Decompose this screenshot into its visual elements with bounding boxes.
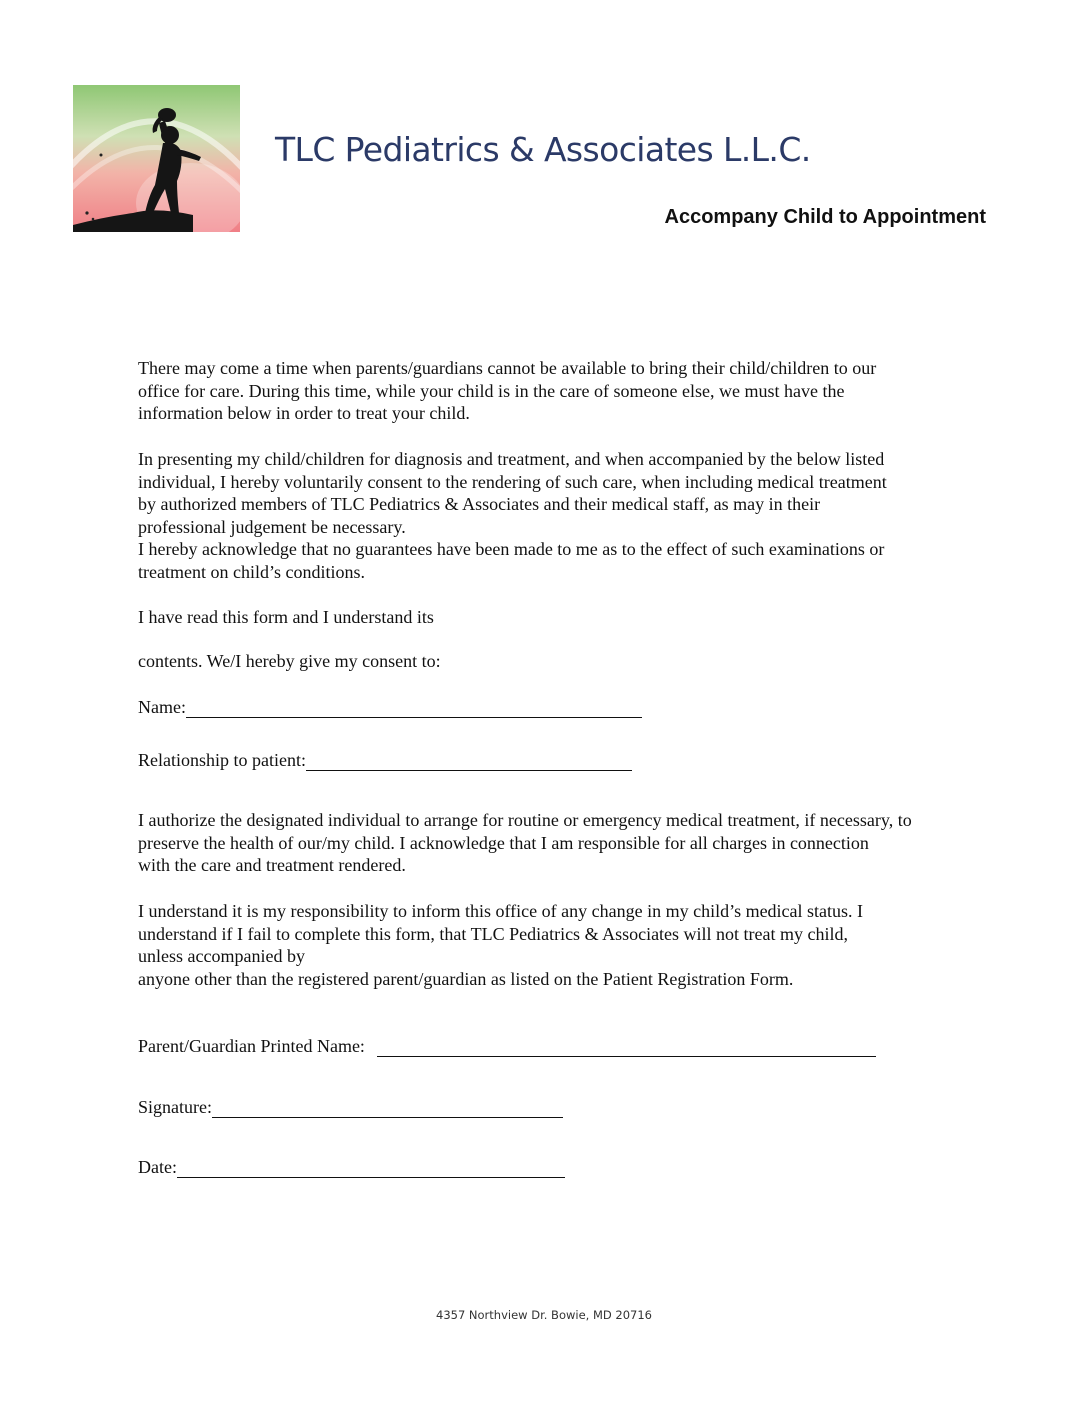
text-line: preserve the health of our/my child. I acknowledge that I am responsible for all charges in connection xyxy=(138,832,869,853)
form-title: Accompany Child to Appointment xyxy=(664,206,986,228)
text-line: professional judgement be necessary. xyxy=(138,516,406,537)
printed-name-label: Parent/Guardian Printed Name: xyxy=(138,1036,365,1056)
text-line: In presenting my child/children for diagnosis and treatment, and when accompanied by the below listed xyxy=(138,449,885,469)
text-line: office for care. During this time, while your child is in the care of someone else, we must have the xyxy=(138,380,845,401)
text-line: understand if I fail to complete this form, that TLC Pediatrics & Associates will not treat my child, xyxy=(138,923,849,944)
relationship-field xyxy=(138,749,632,771)
name-label: Name: xyxy=(138,697,186,717)
date-label: Date: xyxy=(138,1157,177,1177)
read-statement xyxy=(138,606,988,629)
signature-input[interactable] xyxy=(212,1099,563,1118)
clinic-logo xyxy=(73,85,240,232)
text-line: There may come a time when parents/guardians cannot be available to bring their child/children to our xyxy=(138,358,877,378)
text-line: individual, I hereby voluntarily consent to the rendering of such care, when including medical treatment xyxy=(138,471,887,492)
text-line: I authorize the designated individual to arrange for routine or emergency medical treatment, if necessary, to xyxy=(138,810,912,830)
text-line: treatment on child’s conditions. xyxy=(138,561,365,582)
date-field xyxy=(138,1156,565,1178)
text-line: unless accompanied by xyxy=(138,946,305,967)
mother-child-silhouette-icon xyxy=(73,85,240,232)
relationship-label: Relationship to patient: xyxy=(138,750,306,770)
responsibility-paragraph xyxy=(138,900,988,990)
text-line: information below in order to treat your child. xyxy=(138,403,470,424)
text-line: I understand it is my responsibility to inform this office of any change in my child’s medical status. I xyxy=(138,901,864,921)
printed-name-field xyxy=(138,1035,876,1057)
text-line: by authorized members of TLC Pediatrics & Associates and their medical staff, as may in their xyxy=(138,494,821,515)
signature-field xyxy=(138,1096,563,1118)
printed-name-input[interactable] xyxy=(377,1038,876,1057)
intro-paragraph xyxy=(138,357,988,425)
text-line: with the care and treatment rendered. xyxy=(138,855,406,876)
name-input[interactable] xyxy=(186,699,642,718)
text-line: contents. We/I hereby give my consent to: xyxy=(138,651,441,671)
text-line: I hereby acknowledge that no guarantees have been made to me as to the effect of such examinations or xyxy=(138,539,885,560)
consent-to-statement xyxy=(138,650,988,673)
text-line: I have read this form and I understand its xyxy=(138,607,434,627)
relationship-input[interactable] xyxy=(306,752,632,771)
authorize-paragraph xyxy=(138,809,988,877)
consent-paragraph xyxy=(138,448,988,584)
name-field xyxy=(138,696,642,718)
text-line: anyone other than the registered parent/guardian as listed on the Patient Registration Form. xyxy=(138,968,794,989)
signature-label: Signature: xyxy=(138,1097,212,1117)
clinic-name: TLC Pediatrics & Associates L.L.C. xyxy=(275,130,811,169)
date-input[interactable] xyxy=(177,1159,565,1178)
footer-address: 4357 Northview Dr. Bowie, MD 20716 xyxy=(436,1308,652,1322)
